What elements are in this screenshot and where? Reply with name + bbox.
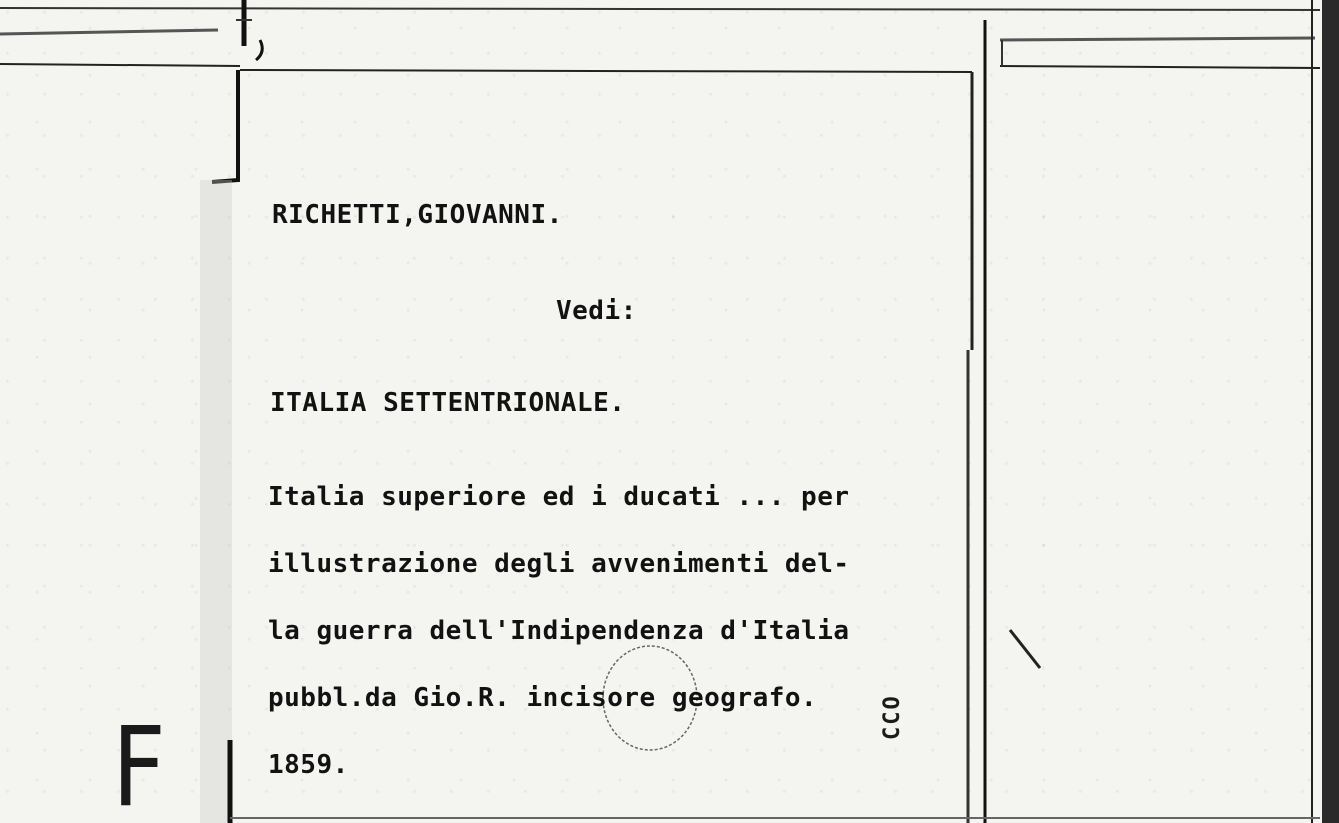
diagonal-mark [1010,630,1040,668]
left-shadow-band [200,180,232,823]
see-reference-label: Vedi: [556,296,637,326]
shelf-code: CCO [880,694,905,740]
left-card-second-border [0,64,240,66]
description-line: illustrazione degli avvenimenti del- [268,549,850,579]
main-card-left-bracket [212,70,238,182]
right-card-second-border [1000,66,1320,68]
left-card-top-border [0,30,218,34]
description-line: la guerra dell'Indipendenza d'Italia [268,616,850,646]
comma-mark [256,40,262,60]
description-line: 1859. [268,750,349,780]
main-card-top-border [240,70,972,72]
card-subject: ITALIA SETTENTRIONALE. [270,388,626,418]
description-line: pubbl.da Gio.R. incisore geografo. [268,683,818,713]
top-edge-line [0,8,1320,10]
right-card-top-border [1000,38,1315,40]
card-heading: RICHETTI,GIOVANNI. [272,200,563,230]
right-dark-strip [1322,0,1339,823]
handwritten-mark: F [112,703,166,823]
description-line: Italia superiore ed i ducati ... per [268,482,850,512]
card-description [268,445,850,818]
